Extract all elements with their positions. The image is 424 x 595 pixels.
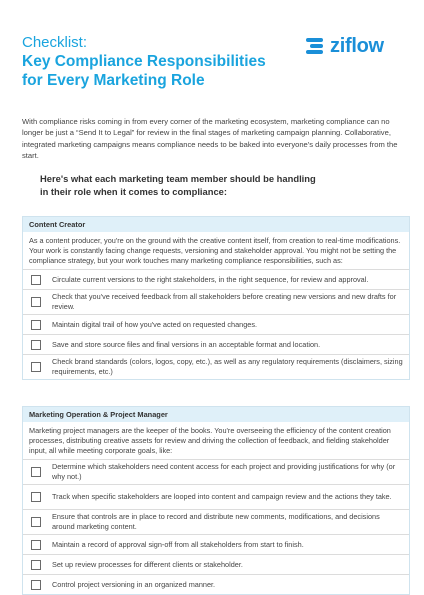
ziflow-logo [306,34,384,58]
checklist-item[interactable] [23,554,409,574]
checklist-item[interactable] [23,484,409,509]
checkbox[interactable] [31,492,41,502]
checklist [23,459,409,594]
checklist-item-text: Maintain digital trail of how you've acted on requested changes. [52,319,258,329]
checklist-item-text: Check that you've received feedback from all stakeholders before creating new versions and new drafts for review. [52,292,397,311]
section-description: As a content producer, you're on the ground with the creative content itself, from creation to real-time modifications. Your work is constantly facing change requests, versioning and stakeholder approval. You might not be setting the compliance strategy, but your work touches many marketing compliance responsibilities, such as: [29,236,401,265]
section-title: Marketing Operation & Project Manager [23,407,409,422]
lead-heading-line-1: Here's what each marketing team member should be handling [40,173,316,184]
checklist-item[interactable] [23,459,409,484]
checkbox[interactable] [31,297,41,307]
checklist-item-text: Set up review processes for different clients or stakeholder. [52,559,243,569]
checklist-item-text: Determine which stakeholders need content access for each project and providing justifications for why (or why not.) [52,462,396,481]
checkbox[interactable] [31,467,41,477]
checklist-item-text: Track when specific stakeholders are looped into content and campaign review and the actions they take. [52,492,392,502]
page-kicker: Checklist: [22,34,88,51]
page-header [22,34,322,90]
checklist-item[interactable] [23,534,409,554]
checkbox[interactable] [31,320,41,330]
checklist-item[interactable] [23,574,409,594]
lead-heading-line-2: in their role when it comes to compliance: [40,186,228,197]
page-title-line-1: Key Compliance Responsibilities [22,53,266,70]
ziflow-wordmark: ziflow [330,34,384,57]
checklist-item-text: Ensure that controls are in place to record and distribute new comments, modifications, and decisions around marketing content. [52,512,380,531]
ziflow-logo-mark-icon [306,37,326,55]
checklist-item[interactable] [23,269,409,289]
intro-paragraph: With compliance risks coming in from every corner of the marketing ecosystem, marketing compliance can no longer be just a “Send It to Legal” for review in the final stages of marketing campaign planning. Collaborative, integrated marketing campaigns means compliance needs to be baked into everyone's daily processes from the start. [22,117,398,160]
checklist-item[interactable] [23,314,409,334]
checkbox[interactable] [31,362,41,372]
checkbox[interactable] [31,560,41,570]
checklist-item-text: Check brand standards (colors, logos, copy, etc.), as well as any regulatory requirements (disclaimers, sizing requirements, etc.) [52,357,403,376]
checklist-item[interactable] [23,334,409,354]
lead-heading [40,172,400,198]
page-title-line-2: for Every Marketing Role [22,72,205,89]
checklist-item-text: Save and store source files and final versions in an acceptable format and location. [52,339,321,349]
checklist-item-text: Maintain a record of approval sign-off from all stakeholders from start to finish. [52,539,304,549]
checklist [23,269,409,379]
section-content-creator [22,216,410,380]
checklist-item[interactable] [23,354,409,379]
checkbox[interactable] [31,540,41,550]
section-description: Marketing project managers are the keeper of the books. You're overseeing the efficiency of the content creation processes, distributing creative assets for review and driving the collection of feedback, and fielding stakeholder input, all while meeting corporate goals, like: [29,426,391,455]
section-marketing-operation-project-manager [22,406,410,595]
checklist-item-text: Control project versioning in an organized manner. [52,579,216,589]
section-title: Content Creator [23,217,409,232]
checklist-item[interactable] [23,509,409,534]
checkbox[interactable] [31,517,41,527]
checkbox[interactable] [31,340,41,350]
checkbox[interactable] [31,580,41,590]
page-title [22,52,322,90]
checkbox[interactable] [31,275,41,285]
checklist-item[interactable] [23,289,409,314]
checklist-item-text: Circulate current versions to the right stakeholders, in the right sequence, for review and approval. [52,274,369,284]
